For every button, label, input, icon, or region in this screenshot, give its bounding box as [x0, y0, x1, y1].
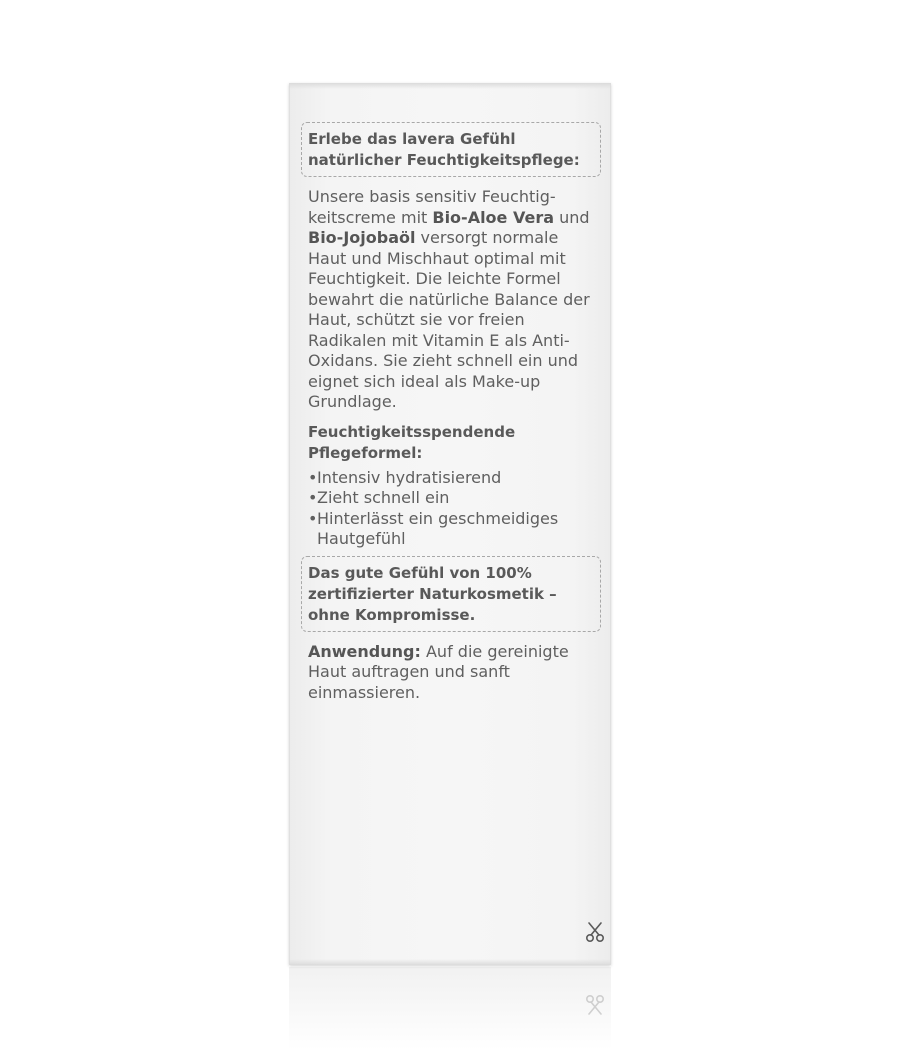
benefit-text: Zieht schnell ein: [317, 488, 450, 507]
ingredient-aloe: Bio-Aloe Vera: [432, 207, 555, 227]
benefit-text: Intensiv hydratisierend: [317, 467, 502, 487]
description-text-2: und: [554, 207, 590, 227]
formula-heading: Feuchtigkeitsspendende Pflegeformel:: [308, 422, 516, 462]
claim-text: Das gute Gefühl von 100% zertifizierter Naturkosmetik – ohne Kompromisse.: [308, 563, 557, 624]
description-text-3: versorgt normale Haut und Mischhaut optimal mit Feuchtigkeit. Die leichte Formel bewahrt die natürliche Balance der Haut, schützt sie vor freien Radikalen mit Vitamin E als Anti-Oxidans. Sie zieht schnell ein und eignet sich ideal als Make-up Grundlage.: [308, 228, 590, 411]
usage-text: Auf die gereinigte Haut auftragen und sanft einmassieren.: [308, 641, 569, 702]
description-paragraph: [301, 187, 601, 413]
box-bottom-edge: [289, 959, 611, 965]
bullet: •: [308, 508, 318, 528]
list-item: [308, 488, 594, 509]
box-top-edge: [289, 83, 611, 89]
claim-callout: [301, 556, 601, 632]
benefit-text: Hinterlässt ein geschmeidiges Hautgefühl: [317, 508, 559, 548]
bullet: •: [308, 488, 318, 507]
usage-label: Anwendung:: [308, 641, 421, 661]
benefits-list: [301, 468, 601, 550]
usage-paragraph: [301, 642, 601, 704]
intro-heading: Erlebe das lavera Gefühl natürlicher Feuchtigkeitspflege:: [308, 130, 580, 169]
description-text-1: Unsere basis sensitiv Feuchtigkeitscreme mit: [308, 187, 556, 227]
scissors-icon-reflection: [584, 994, 606, 1016]
scissors-icon: [584, 921, 606, 943]
list-item: [308, 509, 594, 550]
ingredient-jojoba: Bio-Jojobaöl: [308, 228, 416, 247]
bullet: •: [308, 467, 318, 487]
package-text: [301, 122, 601, 712]
intro-callout: [301, 122, 601, 177]
list-item: [308, 468, 594, 489]
box-reflection: [289, 967, 611, 1050]
